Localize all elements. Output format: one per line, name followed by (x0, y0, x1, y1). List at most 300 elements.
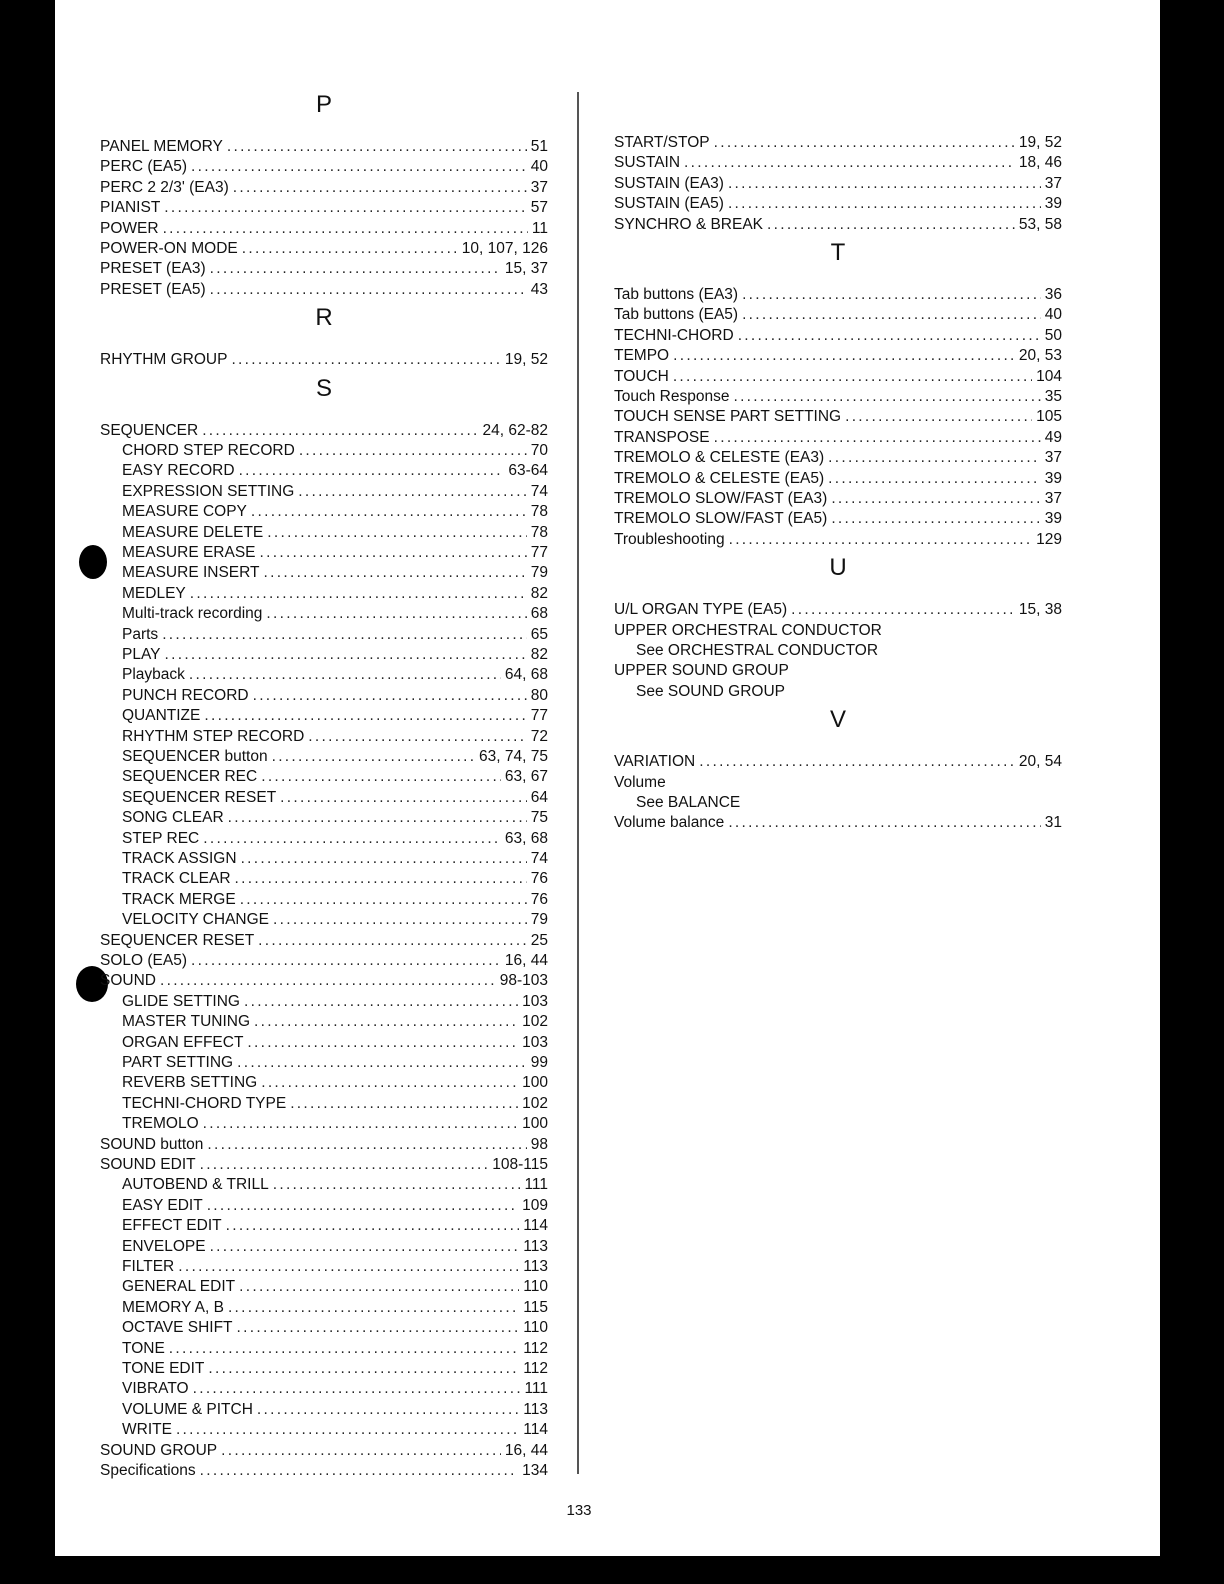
dot-leader (203, 829, 501, 849)
dot-leader (160, 971, 496, 991)
column-divider (577, 92, 579, 1474)
dot-leader (228, 1298, 519, 1318)
entry-term: PERC (EA5) (100, 158, 187, 176)
dot-leader (290, 1094, 518, 1114)
index-subentry (122, 523, 548, 543)
entry-pages: 80 (530, 686, 548, 704)
index-subentry (122, 706, 548, 726)
entry-pages: 63, 67 (504, 768, 548, 786)
entry-term: TRACK ASSIGN (122, 850, 237, 867)
dot-leader (235, 869, 527, 889)
entry-term: Multi-track recording (122, 605, 263, 623)
entry-pages: 24, 62-82 (482, 421, 548, 439)
index-subentry (122, 808, 548, 828)
entry-pages: 74 (530, 850, 548, 867)
entry-pages: 16, 44 (504, 952, 548, 969)
index-subentry (122, 1033, 548, 1053)
entry-term: SUSTAIN (EA3) (614, 174, 724, 192)
dot-leader (202, 421, 478, 441)
dot-leader (264, 563, 527, 583)
dot-leader (673, 367, 1032, 387)
index-entry (100, 421, 548, 441)
entry-term: SOUND GROUP (100, 1441, 218, 1459)
dot-leader (308, 727, 526, 747)
entry-pages: 79 (530, 564, 548, 582)
entry-term: START/STOP (614, 134, 710, 151)
entry-term: TEMPO (614, 347, 670, 365)
index-subentry (122, 1196, 548, 1216)
dot-leader (240, 890, 527, 910)
entry-term: TREMOLO SLOW/FAST (EA3) (614, 490, 828, 507)
index-entry: UPPER ORCHESTRAL CONDUCTOR (614, 621, 882, 639)
index-entry (100, 951, 548, 971)
entry-term: CHORD STEP RECORD (122, 442, 295, 459)
entry-term: POWER (100, 219, 159, 237)
entry-term: SONG CLEAR (122, 809, 224, 827)
index-subentry (122, 788, 548, 808)
entry-term: Tab buttons (EA3) (614, 286, 739, 303)
entry-pages: 103 (522, 1033, 548, 1051)
entry-term: MASTER TUNING (122, 1013, 251, 1031)
entry-term: Playback (122, 666, 185, 684)
index-entry (614, 153, 1062, 173)
dot-leader (273, 1175, 521, 1195)
entry-pages: 40 (530, 158, 548, 176)
index-subentry (122, 461, 548, 481)
entry-pages: 64 (530, 788, 548, 806)
entry-term: SOUND button (100, 1135, 204, 1153)
entry-pages: 114 (523, 1217, 548, 1235)
index-subentry (122, 1379, 548, 1399)
entry-pages: 10, 107, 126 (461, 240, 548, 257)
entry-term: EXPRESSION SETTING (122, 482, 295, 500)
entry-term: AUTOBEND & TRILL (122, 1176, 269, 1194)
dot-leader (231, 350, 500, 370)
dot-leader (266, 604, 526, 624)
dot-leader (831, 489, 1040, 509)
dot-leader (203, 1114, 518, 1134)
index-subentry (122, 1420, 548, 1440)
entry-term: TONE EDIT (122, 1360, 205, 1377)
index-entry (100, 157, 548, 177)
dot-leader (253, 686, 527, 706)
entry-term: PIANIST (100, 199, 161, 217)
index-entry (614, 530, 1062, 550)
dot-leader (673, 346, 1015, 366)
dot-leader (208, 1359, 519, 1379)
index-subentry (122, 604, 548, 624)
index-subentry (122, 543, 548, 563)
index-subentry (122, 563, 548, 583)
dot-leader (164, 198, 526, 218)
entry-pages: 105 (1036, 408, 1062, 426)
dot-leader (845, 407, 1032, 427)
entry-pages: 11 (531, 219, 548, 237)
entry-term: TECHNI-CHORD TYPE (122, 1094, 287, 1112)
entry-pages: 37 (1044, 174, 1062, 192)
index-entry (614, 448, 1062, 468)
entry-pages: 77 (530, 707, 548, 725)
index-entry (100, 137, 548, 157)
entry-term: MEASURE DELETE (122, 523, 264, 541)
entry-pages: 70 (530, 442, 548, 459)
dot-leader (733, 387, 1040, 407)
dot-leader (699, 752, 1015, 772)
dot-leader (714, 133, 1015, 153)
entry-term: EFFECT EDIT (122, 1217, 222, 1235)
index-subentry (122, 869, 548, 889)
index-entry (100, 280, 548, 300)
entry-pages: 63, 74, 75 (479, 748, 548, 765)
entry-term: QUANTIZE (122, 707, 201, 725)
dot-leader (247, 1033, 518, 1053)
dot-leader (261, 767, 501, 787)
entry-pages: 76 (530, 870, 548, 888)
entry-term: TRACK MERGE (122, 890, 236, 908)
dot-leader (828, 448, 1041, 468)
dot-leader (237, 1318, 520, 1338)
entry-pages: 25 (530, 931, 548, 949)
entry-pages: 100 (522, 1074, 548, 1092)
see-reference: See BALANCE (636, 794, 741, 811)
entry-pages: 79 (530, 911, 548, 929)
dot-leader (298, 482, 526, 502)
entry-term: FILTER (122, 1258, 175, 1275)
entry-pages: 76 (530, 890, 548, 908)
index-entry: UPPER SOUND GROUP (614, 662, 789, 680)
entry-pages: 15, 38 (1018, 601, 1062, 619)
entry-pages: 77 (530, 544, 548, 561)
entry-term: STEP REC (122, 829, 200, 847)
index-entry (100, 178, 548, 198)
entry-term: ENVELOPE (122, 1237, 206, 1255)
entry-pages: 100 (522, 1115, 548, 1133)
entry-term: RHYTHM GROUP (100, 351, 228, 369)
dot-leader (221, 1441, 501, 1461)
entry-term: TREMOLO & CELESTE (EA3) (614, 449, 825, 467)
entry-pages: 113 (523, 1400, 548, 1418)
index-entry (614, 194, 1062, 214)
entry-term: SEQUENCER RESET (122, 788, 277, 806)
entry-pages: 53, 58 (1018, 215, 1062, 233)
dot-leader (242, 239, 458, 259)
entry-term: Troubleshooting (614, 530, 725, 548)
entry-pages: 49 (1044, 428, 1062, 446)
entry-term: SEQUENCER REC (122, 768, 258, 786)
entry-term: EASY RECORD (122, 462, 235, 480)
entry-term: REVERB SETTING (122, 1074, 258, 1092)
dot-leader (684, 153, 1015, 173)
entry-term: TECHNI-CHORD (614, 326, 734, 344)
dot-leader (233, 178, 527, 198)
dot-leader (767, 215, 1015, 235)
entry-pages: 102 (522, 1094, 548, 1112)
entry-pages: 115 (523, 1298, 548, 1316)
index-subentry (122, 1400, 548, 1420)
dot-leader (728, 174, 1041, 194)
index-subentry (122, 767, 548, 787)
index-entry (614, 813, 1062, 833)
index-subentry (122, 1012, 548, 1032)
index-entry (614, 346, 1062, 366)
dot-leader (728, 813, 1040, 833)
dot-leader (163, 219, 528, 239)
entry-pages: 57 (530, 199, 548, 217)
entry-term: SOUND EDIT (100, 1156, 196, 1173)
entry-term: SOUND (100, 972, 156, 990)
index-subentry (122, 1277, 548, 1297)
entry-pages: 109 (522, 1196, 548, 1214)
entry-term: MEASURE COPY (122, 503, 247, 521)
dot-leader (189, 665, 501, 685)
entry-pages: 39 (1044, 510, 1062, 528)
dot-leader (728, 194, 1041, 214)
section-letter: R (315, 304, 333, 332)
entry-pages: 16, 44 (504, 1441, 548, 1459)
entry-pages: 74 (530, 482, 548, 500)
entry-term: OCTAVE SHIFT (122, 1319, 233, 1337)
dot-leader (239, 1277, 519, 1297)
index-subentry (122, 482, 548, 502)
entry-pages: 82 (530, 584, 548, 602)
index-subentry (122, 625, 548, 645)
entry-term: PRESET (EA3) (100, 260, 206, 278)
entry-pages: 35 (1044, 388, 1062, 405)
entry-pages: 64, 68 (504, 666, 548, 684)
entry-pages: 51 (530, 138, 548, 155)
dot-leader (227, 137, 527, 157)
dot-leader (200, 1155, 489, 1175)
section-letter: V (829, 706, 846, 734)
dot-leader (831, 509, 1040, 529)
entry-pages: 72 (530, 727, 548, 745)
entry-term: TOUCH SENSE PART SETTING (614, 408, 842, 426)
dot-leader (729, 530, 1033, 550)
dot-leader (191, 951, 501, 971)
entry-term: MEMORY A, B (122, 1298, 224, 1316)
entry-term: Specifications (100, 1462, 196, 1479)
dot-leader (178, 1257, 519, 1277)
entry-pages: 78 (530, 503, 548, 521)
see-reference: See SOUND GROUP (636, 682, 786, 700)
dot-leader (742, 285, 1041, 305)
entry-pages: 129 (1036, 530, 1062, 548)
entry-term: MEASURE INSERT (122, 564, 260, 582)
index-subentry (122, 992, 548, 1012)
entry-term: Parts (122, 625, 159, 643)
entry-pages: 112 (523, 1339, 548, 1357)
index-entry (100, 971, 548, 991)
entry-term: Volume balance (614, 814, 725, 832)
entry-term: SEQUENCER button (122, 748, 268, 765)
entry-pages: 39 (1044, 469, 1062, 487)
index-subentry (122, 1114, 548, 1134)
index-subentry (122, 1318, 548, 1338)
dot-leader (258, 931, 527, 951)
index-subentry (122, 1359, 548, 1379)
entry-pages: 19, 52 (504, 351, 548, 369)
entry-term: VARIATION (614, 753, 696, 771)
entry-term: PANEL MEMORY (100, 138, 223, 155)
entry-pages: 36 (1044, 286, 1062, 303)
binder-hole-mark (79, 545, 107, 579)
index-subentry (122, 1094, 548, 1114)
entry-pages: 113 (523, 1237, 548, 1255)
section-letter: S (315, 374, 332, 402)
index-entry (614, 489, 1062, 509)
entry-term: Touch Response (614, 388, 730, 405)
entry-pages: 37 (530, 178, 548, 196)
dot-leader (165, 645, 527, 665)
entry-term: PERC 2 2/3' (EA3) (100, 178, 229, 196)
section-letter: P (315, 91, 332, 118)
dot-leader (237, 1053, 527, 1073)
entry-pages: 31 (1044, 814, 1062, 832)
index-entry (614, 407, 1062, 427)
index-subentry (122, 890, 548, 910)
entry-term: SUSTAIN (614, 154, 681, 172)
entry-term: TREMOLO & CELESTE (EA5) (614, 469, 825, 487)
index-entry (614, 509, 1062, 529)
dot-leader (200, 1461, 518, 1481)
index-subentry (122, 849, 548, 869)
entry-pages: 37 (1044, 449, 1062, 467)
index-entry (614, 133, 1062, 153)
dot-leader (169, 1339, 520, 1359)
dot-leader (257, 1400, 519, 1420)
entry-term: MEASURE ERASE (122, 544, 256, 561)
dot-leader (190, 584, 527, 604)
entry-pages: 103 (522, 992, 548, 1010)
entry-term: PART SETTING (122, 1054, 234, 1071)
index-entry (614, 326, 1062, 346)
index-entry (100, 219, 548, 239)
entry-term: TREMOLO SLOW/FAST (EA5) (614, 510, 828, 528)
index-entry (614, 600, 1062, 620)
entry-pages: 111 (524, 1380, 548, 1398)
dot-leader (267, 523, 526, 543)
entry-pages: 15, 37 (504, 260, 548, 278)
dot-leader (272, 747, 475, 767)
dot-leader (210, 1237, 520, 1257)
index-entry (100, 1441, 548, 1461)
page-number: 133 (566, 1502, 592, 1519)
index-entry (100, 259, 548, 279)
entry-pages: 68 (530, 605, 548, 623)
entry-term: EASY EDIT (122, 1196, 203, 1214)
entry-term: PLAY (122, 646, 161, 663)
entry-term: SEQUENCER (100, 421, 199, 439)
entry-pages: 111 (524, 1176, 548, 1194)
index-subentry (122, 910, 548, 930)
index-entry (100, 931, 548, 951)
dot-leader (210, 280, 527, 300)
entry-term: Tab buttons (EA5) (614, 306, 739, 324)
index-subentry (122, 441, 548, 461)
entry-pages: 37 (1044, 490, 1062, 507)
index-entry (100, 1135, 548, 1155)
index-entry (614, 215, 1062, 235)
entry-term: VOLUME & PITCH (122, 1400, 253, 1418)
dot-leader (162, 625, 527, 645)
index-subentry (122, 645, 548, 665)
index-subentry (122, 829, 548, 849)
entry-pages: 20, 54 (1018, 753, 1062, 771)
entry-term: TRANSPOSE (614, 428, 710, 446)
index-subentry (122, 584, 548, 604)
entry-term: VIBRATO (122, 1380, 189, 1398)
entry-pages: 19, 52 (1018, 134, 1062, 151)
dot-leader (254, 1012, 518, 1032)
index-subentry (122, 1053, 548, 1073)
dot-leader (193, 1379, 521, 1399)
index-subentry (122, 1298, 548, 1318)
dot-leader (204, 706, 526, 726)
entry-pages: 43 (530, 280, 548, 298)
dot-leader (226, 1216, 520, 1236)
entry-term: GLIDE SETTING (122, 992, 240, 1010)
entry-pages: 102 (522, 1013, 548, 1031)
entry-term: ORGAN EFFECT (122, 1033, 244, 1051)
entry-term: PUNCH RECORD (122, 686, 249, 704)
dot-leader (280, 788, 527, 808)
index-entry (614, 174, 1062, 194)
entry-pages: 112 (523, 1360, 548, 1377)
entry-term: U/L ORGAN TYPE (EA5) (614, 601, 788, 619)
entry-pages: 78 (530, 523, 548, 541)
entry-term: SEQUENCER RESET (100, 931, 255, 949)
dot-leader (239, 461, 505, 481)
index-entry (614, 387, 1062, 407)
dot-leader (210, 259, 501, 279)
index-subentry (122, 502, 548, 522)
entry-pages: 98-103 (499, 972, 548, 990)
dot-leader (714, 428, 1041, 448)
index-entry (614, 305, 1062, 325)
entry-pages: 82 (530, 646, 548, 663)
entry-pages: 108-115 (492, 1156, 548, 1173)
entry-term: GENERAL EDIT (122, 1278, 236, 1296)
entry-pages: 104 (1036, 367, 1062, 385)
dot-leader (273, 910, 527, 930)
index-entry (614, 428, 1062, 448)
entry-term: PRESET (EA5) (100, 280, 206, 298)
dot-leader (261, 1073, 518, 1093)
index-subentry (122, 1073, 548, 1093)
dot-leader (244, 992, 518, 1012)
entry-pages: 63, 68 (504, 829, 548, 847)
index-entry (100, 198, 548, 218)
dot-leader (299, 441, 527, 461)
dot-leader (228, 808, 527, 828)
entry-term: RHYTHM STEP RECORD (122, 727, 305, 745)
dot-leader (260, 543, 527, 563)
entry-term: TREMOLO (122, 1115, 199, 1133)
entry-pages: 39 (1044, 195, 1062, 213)
entry-pages: 110 (523, 1278, 548, 1296)
index-entry (100, 350, 548, 370)
index-entry (614, 752, 1062, 772)
entry-term: SOLO (EA5) (100, 952, 187, 969)
index-subentry (122, 686, 548, 706)
dot-leader (176, 1420, 519, 1440)
entry-pages: 113 (523, 1258, 548, 1275)
index-entry (100, 1461, 548, 1481)
dot-leader (207, 1135, 526, 1155)
entry-term: SYNCHRO & BREAK (614, 215, 764, 233)
entry-pages: 134 (522, 1462, 548, 1479)
index-entry: Volume (614, 773, 666, 791)
